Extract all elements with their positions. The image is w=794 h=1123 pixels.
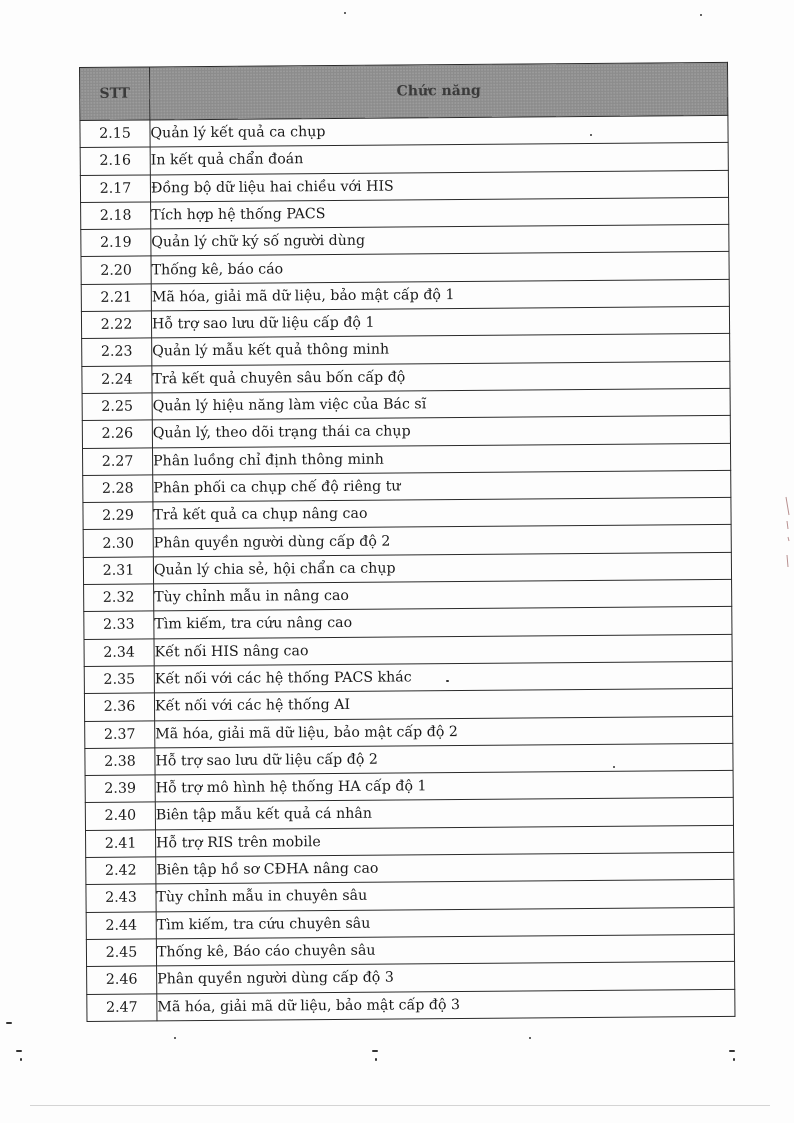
row-stt: 2.46 <box>87 966 157 994</box>
page-edge-line <box>30 1105 770 1106</box>
row-function-name: In kết quả chẩn đoán <box>150 143 728 175</box>
scan-speck <box>590 134 592 136</box>
row-function-name: Kết nối HIS nâng cao <box>154 634 732 666</box>
row-stt: 2.47 <box>87 993 157 1021</box>
scan-speck <box>733 1058 735 1061</box>
row-stt: 2.20 <box>81 256 151 284</box>
row-function-name: Phân quyền người dùng cấp độ 3 <box>157 962 735 994</box>
row-function-name: Kết nối với các hệ thống PACS khác <box>154 661 732 693</box>
row-function-name: Mã hóa, giải mã dữ liệu, bảo mật cấp độ 1 <box>151 279 729 311</box>
row-stt: 2.45 <box>86 939 156 967</box>
row-function-name: Hỗ trợ mô hình hệ thống HA cấp độ 1 <box>155 771 733 803</box>
table-header-row <box>80 62 728 120</box>
scan-speck <box>6 1022 12 1024</box>
row-function-name: Kết nối với các hệ thống AI <box>154 689 732 721</box>
row-stt: 2.29 <box>83 502 153 530</box>
row-stt: 2.16 <box>80 147 150 175</box>
row-function-name: Hỗ trợ sao lưu dữ liệu cấp độ 2 <box>155 743 733 775</box>
row-function-name: Biên tập hồ sơ CĐHA nâng cao <box>156 852 734 884</box>
row-function-name: Phân phối ca chụp chế độ riêng tư <box>153 470 731 502</box>
row-function-name: Trả kết quả chuyên sâu bốn cấp độ <box>152 361 730 393</box>
scan-speck <box>446 680 449 682</box>
row-stt: 2.18 <box>81 202 151 230</box>
row-function-name: Tìm kiếm, tra cứu chuyên sâu <box>156 907 734 939</box>
row-function-name: Trả kết quả ca chụp nâng cao <box>153 498 731 530</box>
row-function-name: Quản lý chia sẻ, hội chẩn ca chụp <box>153 552 731 584</box>
row-function-name: Tùy chỉnh mẫu in nâng cao <box>154 579 732 611</box>
row-stt: 2.34 <box>84 639 154 667</box>
table-body <box>80 115 735 1021</box>
row-stt: 2.28 <box>83 475 153 503</box>
row-stt: 2.44 <box>86 912 156 940</box>
row-stt: 2.30 <box>83 529 153 557</box>
row-function-name: Đồng bộ dữ liệu hai chiều với HIS <box>150 170 728 202</box>
row-function-name: Quản lý, theo dõi trạng thái ca chụp <box>152 416 730 448</box>
table-row <box>87 989 735 1021</box>
scan-speck <box>729 1050 735 1052</box>
function-table <box>79 62 735 1022</box>
row-function-name: Thống kê, báo cáo <box>151 252 729 284</box>
row-stt: 2.40 <box>85 802 155 830</box>
row-function-name: Quản lý chữ ký số người dùng <box>151 225 729 257</box>
scan-speck <box>174 1037 176 1039</box>
row-stt: 2.35 <box>84 666 154 694</box>
row-stt: 2.21 <box>81 284 151 312</box>
row-stt: 2.31 <box>83 557 153 585</box>
row-stt: 2.38 <box>85 748 155 776</box>
row-stt: 2.23 <box>82 338 152 366</box>
scan-speck <box>16 1050 22 1052</box>
row-function-name: Quản lý kết quả ca chụp <box>150 115 728 147</box>
scan-speck <box>372 1050 378 1052</box>
row-stt: 2.41 <box>85 830 155 858</box>
row-stt: 2.27 <box>82 447 152 475</box>
margin-stamp-fragment <box>783 495 791 575</box>
scan-speck <box>344 12 346 14</box>
row-function-name: Quản lý mẫu kết quả thông minh <box>152 334 730 366</box>
scan-speck <box>20 1058 22 1061</box>
row-stt: 2.19 <box>81 229 151 257</box>
row-function-name: Mã hóa, giải mã dữ liệu, bảo mật cấp độ 2 <box>155 716 733 748</box>
row-function-name: Tùy chỉnh mẫu in chuyên sâu <box>156 880 734 912</box>
row-function-name: Biên tập mẫu kết quả cá nhân <box>155 798 733 830</box>
scan-speck <box>700 14 702 16</box>
scan-speck <box>613 766 615 768</box>
row-stt: 2.22 <box>81 311 151 339</box>
row-stt: 2.36 <box>84 693 154 721</box>
row-stt: 2.33 <box>84 611 154 639</box>
scan-speck <box>529 1037 531 1039</box>
row-function-name: Phân quyền người dùng cấp độ 2 <box>153 525 731 557</box>
row-function-name: Hỗ trợ sao lưu dữ liệu cấp độ 1 <box>151 306 729 338</box>
row-function-name: Quản lý hiệu năng làm việc của Bác sĩ <box>152 388 730 420</box>
row-stt: 2.24 <box>82 366 152 394</box>
row-function-name: Mã hóa, giải mã dữ liệu, bảo mật cấp độ 3 <box>157 989 735 1021</box>
header-function: Chức năng <box>150 62 728 120</box>
row-function-name: Phân luồng chỉ định thông minh <box>152 443 730 475</box>
row-stt: 2.43 <box>86 884 156 912</box>
row-function-name: Tìm kiếm, tra cứu nâng cao <box>154 607 732 639</box>
row-stt: 2.17 <box>80 175 150 203</box>
row-stt: 2.39 <box>85 775 155 803</box>
row-function-name: Tích hợp hệ thống PACS <box>151 197 729 229</box>
row-stt: 2.25 <box>82 393 152 421</box>
scan-speck <box>375 1058 377 1061</box>
row-stt: 2.32 <box>84 584 154 612</box>
row-stt: 2.37 <box>85 720 155 748</box>
row-stt: 2.26 <box>82 420 152 448</box>
row-function-name: Thống kê, Báo cáo chuyên sâu <box>156 934 734 966</box>
row-stt: 2.15 <box>80 120 150 148</box>
row-stt: 2.42 <box>86 857 156 885</box>
row-function-name: Hỗ trợ RIS trên mobile <box>155 825 733 857</box>
header-stt: STT <box>80 67 150 121</box>
